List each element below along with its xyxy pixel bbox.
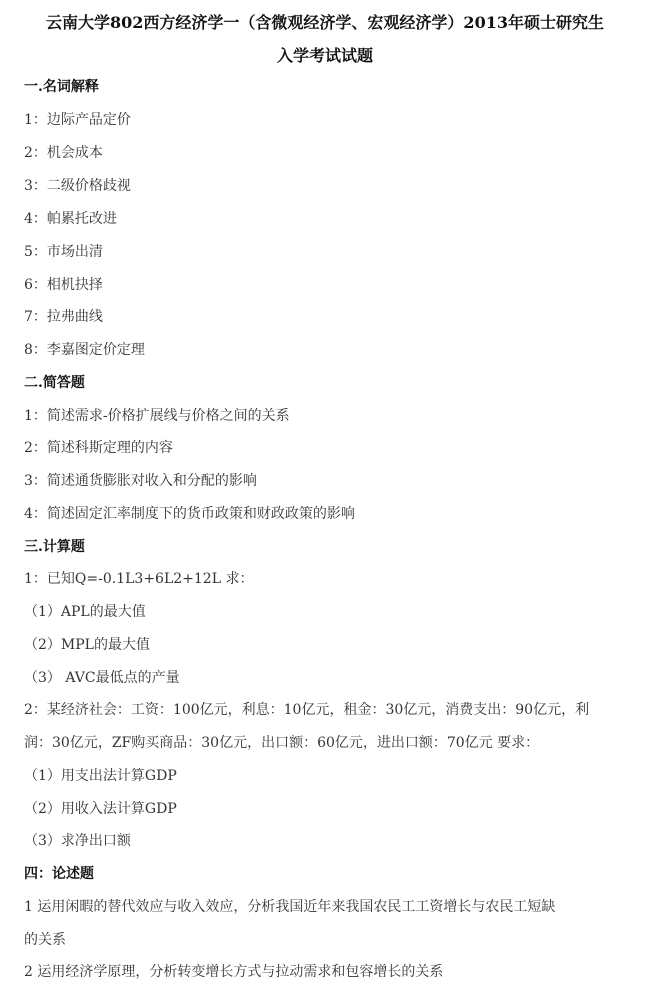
section-heading-calculation: 三.计算题 xyxy=(24,539,85,555)
question-item: （2）MPL的最大值 xyxy=(24,637,150,653)
question-item: 6：相机抉择 xyxy=(24,277,103,293)
section-heading-definitions: 一.名词解释 xyxy=(24,79,99,95)
question-item: 2：简述科斯定理的内容 xyxy=(24,440,173,456)
section-heading-short-answer: 二.简答题 xyxy=(24,375,85,391)
question-item: （1）用支出法计算GDP xyxy=(24,768,177,784)
question-item: 4：帕累托改进 xyxy=(24,211,117,227)
question-item-continuation: 的关系 xyxy=(24,932,66,948)
question-item: 3：二级价格歧视 xyxy=(24,178,131,194)
question-item: 7：拉弗曲线 xyxy=(24,309,103,325)
document-title-line-1: 云南大学802西方经济学一（含微观经济学、宏观经济学）2013年硕士研究生 xyxy=(46,13,604,32)
question-item: （2）用收入法计算GDP xyxy=(24,801,177,817)
question-item: 1：边际产品定价 xyxy=(24,112,131,128)
question-item: 2：机会成本 xyxy=(24,145,103,161)
question-item: （1）APL的最大值 xyxy=(24,604,146,620)
question-item: 1 运用闲暇的替代效应与收入效应，分析我国近年来我国农民工工资增长与农民工短缺 xyxy=(24,899,556,915)
question-item: 1：简述需求-价格扩展线与价格之间的关系 xyxy=(24,408,290,424)
question-item: 1：已知Q=-0.1L3+6L2+12L 求： xyxy=(24,571,254,587)
question-item: 2 运用经济学原理，分析转变增长方式与拉动需求和包容增长的关系 xyxy=(24,964,444,980)
question-item: 2：某经济社会：工资：100亿元，利息：10亿元，租金：30亿元，消费支出：90亿元，利 xyxy=(24,702,590,718)
question-item: （3）求净出口额 xyxy=(24,833,131,849)
question-item: （3） AVC最低点的产量 xyxy=(24,670,180,686)
document-title-line-2: 入学考试试题 xyxy=(276,46,373,65)
section-heading-essay: 四：论述题 xyxy=(24,866,94,882)
question-item: 4：简述固定汇率制度下的货币政策和财政政策的影响 xyxy=(24,506,355,522)
question-item: 5：市场出清 xyxy=(24,244,103,260)
question-item-continuation: 润：30亿元，ZF购买商品：30亿元，出口额：60亿元，进出口额：70亿元 要求： xyxy=(24,735,540,751)
question-item: 3：简述通货膨胀对收入和分配的影响 xyxy=(24,473,257,489)
question-item: 8：李嘉图定价定理 xyxy=(24,342,145,358)
